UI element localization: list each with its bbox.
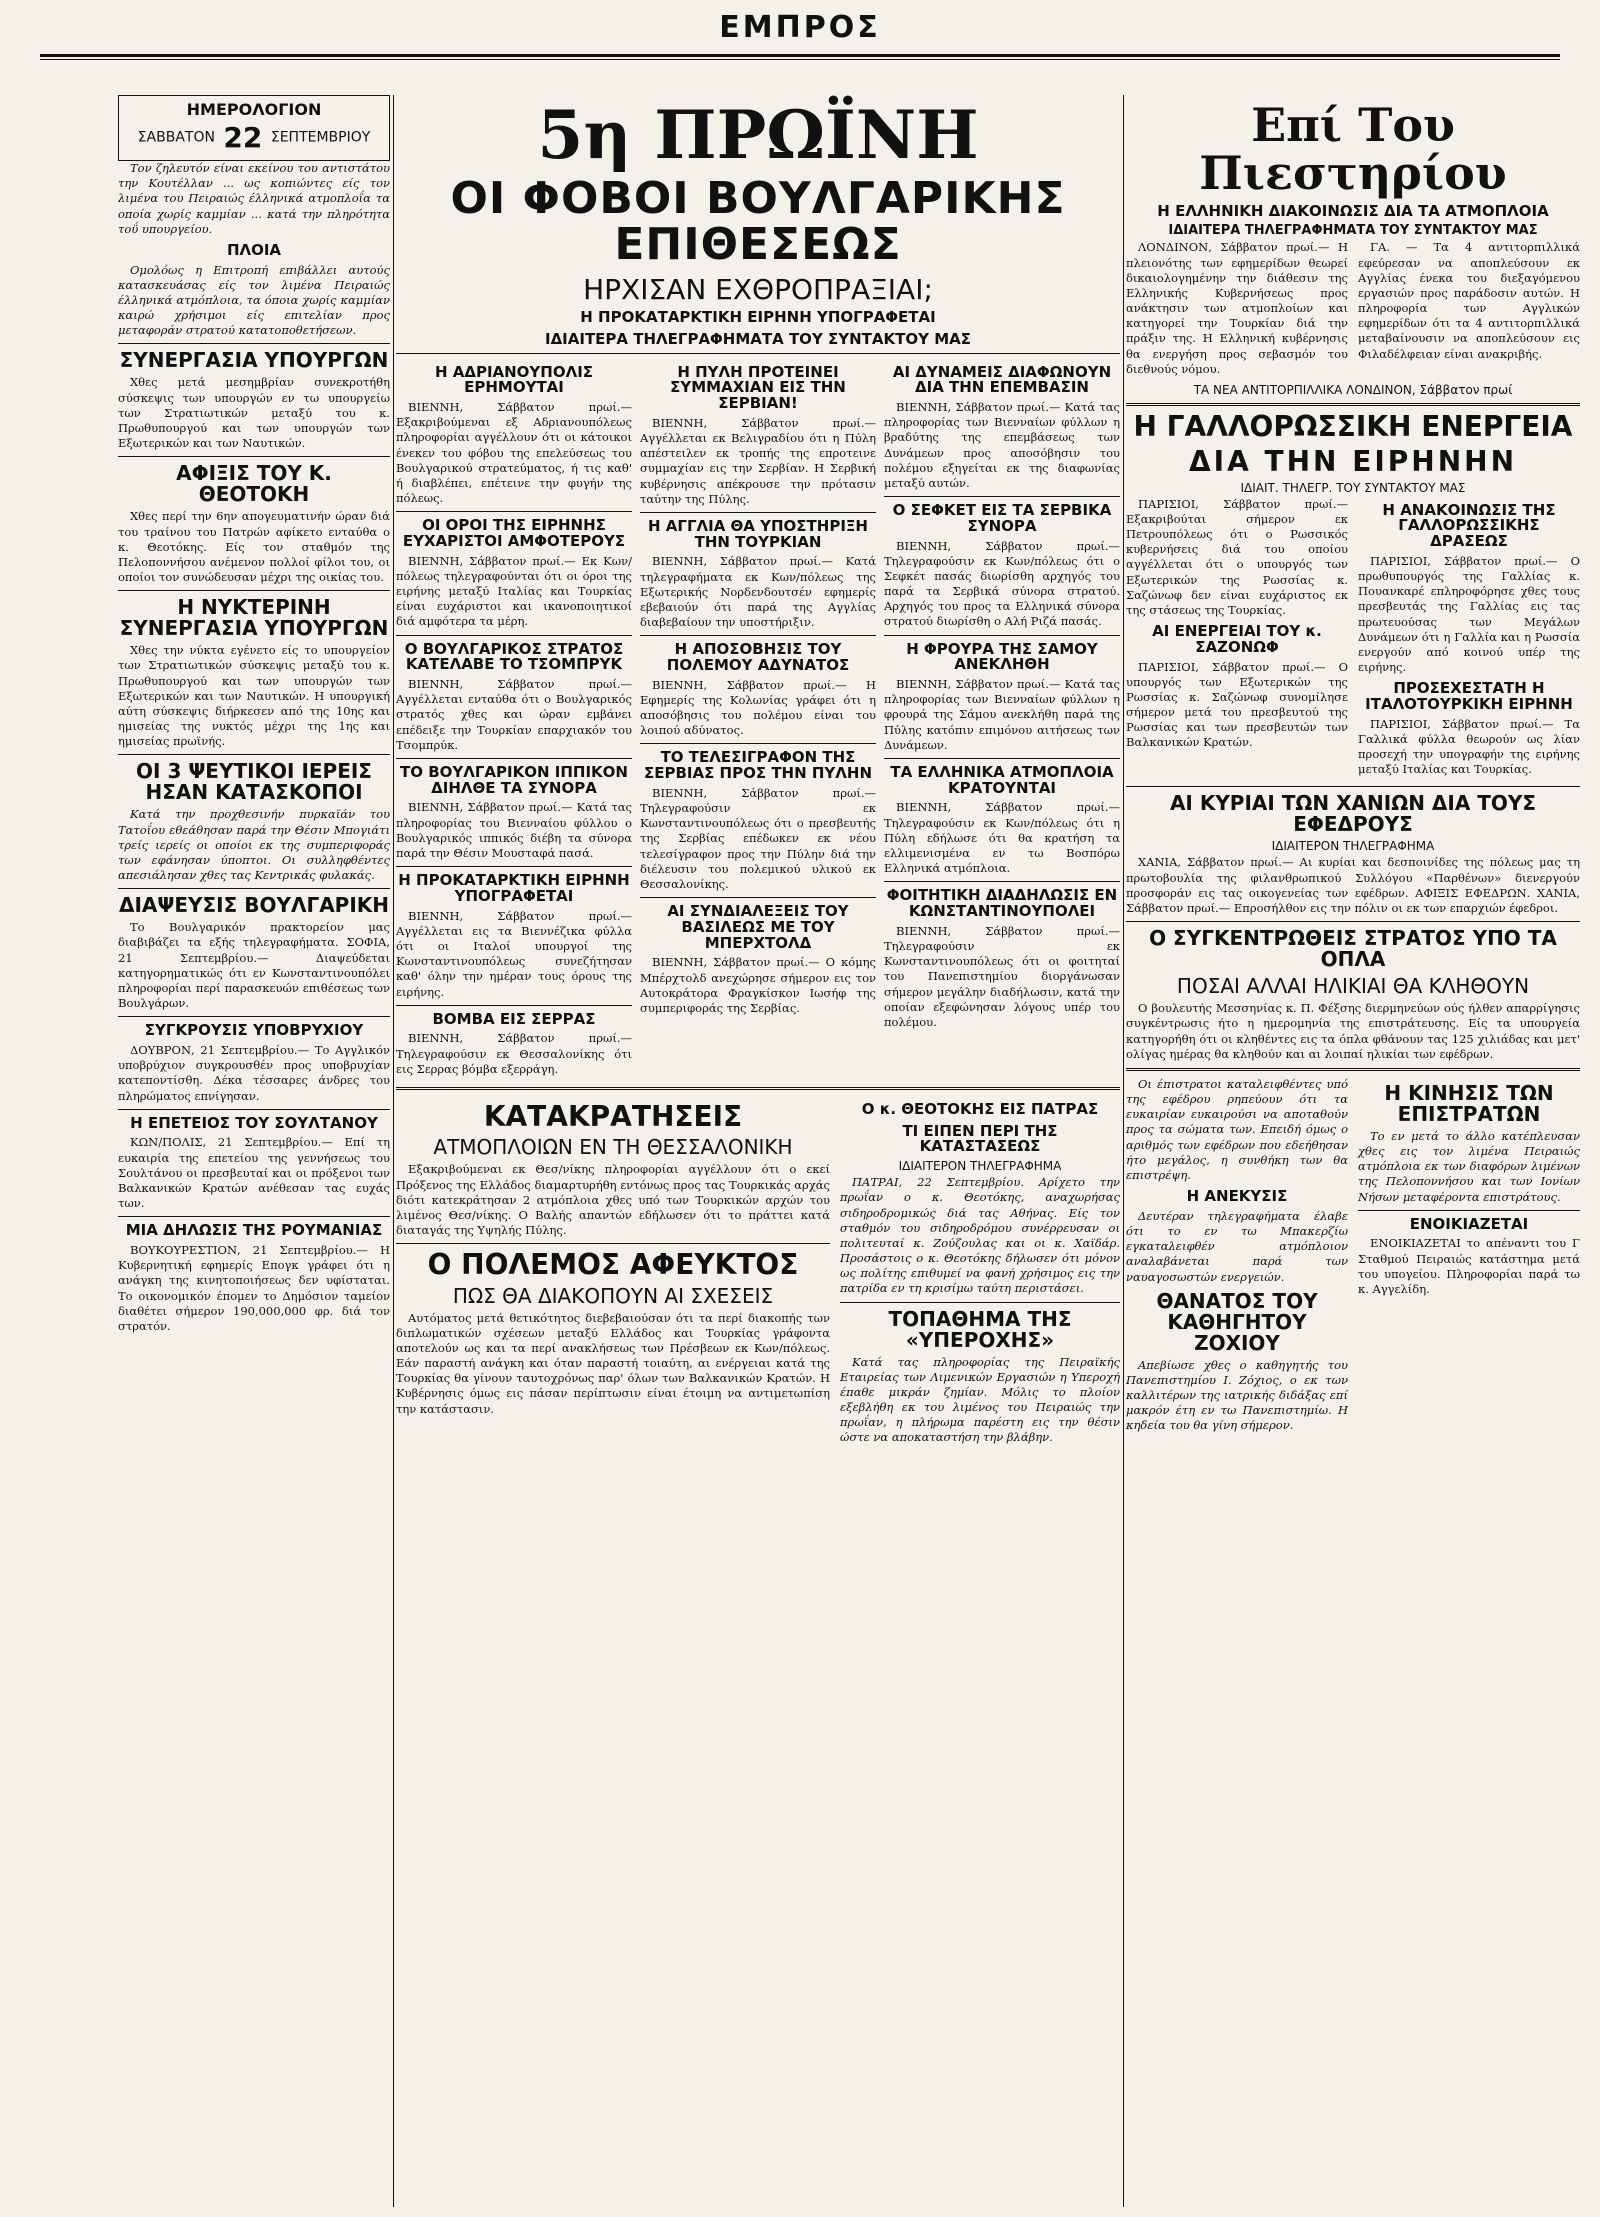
article-text: ΒΙΕΝΝΗ, Σάββατον πρωί.— Τηλεγραφούσιν εκ Κων/πόλεως ότι ο Σεφκέτ πασάς διωρίσθη αρχηγός του παρά τα Σερβικά σύνορα στρατού. Αρχηγός του προς τα Ελληνικά σύνορα στρατού διωρίσθη ο Αλή Ριζά πασάς. <box>884 538 1120 629</box>
sub-headline-3: ΙΔΙΑΙΤΕΡΑ ΤΗΛΕΓΡΑΦΗΜΑΤΑ ΤΟΥ ΣΥΝΤΑΚΤΟΥ ΜΑΣ <box>544 329 971 348</box>
news-column <box>640 359 876 1081</box>
section-title: ΣΥΓΚΡΟΥΣΙΣ ΥΠΟΒΡΥΧΙΟΥ <box>144 1021 364 1040</box>
article-subtitle: ΤΙ ΕΙΠΕΝ ΠΕΡΙ ΤΗΣ ΚΑΤΑΣΤΑΣΕΩΣ <box>902 1121 1058 1156</box>
edition-title: 5η ΠΡΩΪΝΗ <box>537 96 979 174</box>
article-text: ΒΙΕΝΝΗ, Σάββατον πρωί.— Τηλεγραφούσιν εκ Κωνσταντινουπόλεως ότι οι φοιτηταί του Πανεπιστημίου διοργάνωσαν σήμερον μεγάλην διαδήλωσιν, κατά την οποίαν εξεφώνησαν λόγους υπέρ του πολέμου. <box>884 923 1120 1029</box>
article-text: ΒΙΕΝΝΗ, Σάββατον πρωί.— Κατά τας πληροφορίας των Βιενναίων φύλλων η φρουρά της Σάμου ανεκλήθη παρά της Πύλης κατόπιν επιμόνου αιτήσεως των Δυνάμεων. <box>884 677 1120 752</box>
article-subtitle: ΙΔΙΑΙΤΕΡΟΝ ΤΗΛΕΓΡΑΦΗΜΑ <box>1271 839 1435 854</box>
article-title: ΤΟ ΤΕΛΕΣΙΓΡΑΦΟΝ ΤΗΣ ΣΕΡΒΙΑΣ ΠΡΟΣ ΤΗΝ ΠΥΛΗΝ <box>643 748 873 783</box>
article-text: ΒΙΕΝΝΗ, Σάββατον πρωί.— Κατά τας πληροφορίας του Βιενναίου φύλλου ο Βουλγαρικός ιππικός διέβη τα σύνορα παρά την Θέσιν Μουσταφά πασά. <box>396 800 632 860</box>
section-title: Η ΝΥΚΤΕΡΙΝΗ ΣΥΝΕΡΓΑΣΙΑ ΥΠΟΥΡΓΩΝ <box>119 595 389 641</box>
article-title: Η ΑΝΕΚΥΣΙΣ <box>1186 1187 1288 1206</box>
section-text: ΚΩΝ/ΠΟΛΙΣ, 21 Σεπτεμβρίου.— Επί τη ευκαιρία της επετείου της γεννήσεως του Σουλτάνου οι πρεσβευταί και οι πρόξενοι των Βαλκανικών Κρατών ανέθεσαν τας ευχάς των. <box>118 1135 390 1211</box>
article-text: ΒΙΕΝΝΗ, Σάββατον πρωί.— Εκ Κων/πόλεως τηλεγραφούνται ότι οι όροι της ειρήνης μεταξύ Ιταλίας και Τουρκίας είναι ευχάριστοι και ικανοποιητικοί διά αμφότερα τα μέρη. <box>396 553 632 629</box>
article-title: ΠΡΟΣΕΧΕΣΤΑΤΗ Η ΙΤΑΛΟΤΟΥΡΚΙΚΗ ΕΙΡΗΝΗ <box>1365 679 1573 714</box>
article-text: ΒΙΕΝΝΗ, Σάββατον πρωί.— Ο κόμης Μπέρχτολδ ανεχώρησε σήμερον εις τον Αυτοκράτορα Φραγκίσκον Ιωσήφ της συμπεριφοράς της Σερβίας. <box>640 955 876 1015</box>
article-title: Η ΑΠΟΣΟΒΗΣΙΣ ΤΟΥ ΠΟΛΕΜΟΥ ΑΔΥΝΑΤΟΣ <box>666 640 850 674</box>
article-title: Η ΠΥΛΗ ΠΡΟΤΕΙΝΕΙ ΣΥΜΜΑΧΙΑΝ ΕΙΣ ΤΗΝ ΣΕΡΒΙΑΝ! <box>670 362 846 413</box>
article-title: Η ΚΙΝΗΣΙΣ ΤΩΝ ΕΠΙΣΤΡΑΤΩΝ <box>1384 1080 1554 1126</box>
article-text: ΒΙΕΝΝΗ, Σάββατον πρωί.— Τηλεγραφούσιν εκ Κωνσταντινουπόλεως ότι ο πρεσβευτής της Σερβίας επέδωκεν εκ νέου τελεσίγραφον προς την Πύλην διά την διέλευσιν του πολεμικού υλικού εκ Θεσσαλονίκης. <box>640 785 876 891</box>
article-subtitle: ΔΙΑ ΤΗΝ ΕΙΡΗΝΗΝ <box>1188 445 1518 479</box>
calendar-title: ΗΜΕΡΟΛΟΓΙΟΝ <box>186 100 322 119</box>
article-subtitle: ΑΤΜΟΠΛΟΙΩΝ ΕΝ ΤΗ ΘΕΣΣΑΛΟΝΙΚΗ <box>433 1135 793 1160</box>
masthead-rule <box>40 54 1560 60</box>
article-title: ΤΟΠΑΘΗΜΑ ΤΗΣ «ΥΠΕΡΟΧΗΣ» <box>888 1306 1072 1352</box>
article-text: ΒΙΕΝΝΗ, Σάββατον πρωί.— Τηλεγραφούσιν εκ Κων/πόλεως ότι η Πύλη εδήλωσε ότι θα κρατήση τα ελλιμενισμένα εν τω Βοσπόρω Ελληνικά ατμόπλοια. <box>884 800 1120 876</box>
article-text: Το εν μετά το άλλο κατέπλευσαν χθες εις τον λιμένα Πειραιώς ατμόπλοια εκ των διαφόρων λιμένων της Πελοποννήσου και των Ιονίων Νήσων μεταφέροντα επιστράτους. <box>1358 1128 1580 1204</box>
article-title: ΤΑ ΕΛΛΗΝΙΚΑ ΑΤΜΟΠΛΟΙΑ ΚΡΑΤΟΥΝΤΑΙ <box>890 762 1114 797</box>
article-subtitle: ΙΔΙΑΙΤΕΡΟΝ ΤΗΛΕΓΡΑΦΗΜΑ <box>898 1159 1062 1174</box>
article-text: Κατά τας πληροφορίας της Πειραϊκής Εταιρείας των Λιμενικών Εργασιών η Υπεροχή έπαθε μικράν ζημίαν. Μόλις το πλοίον εξεβλήθη εκ του λιμένος του Πειραιώς την πρωΐαν, η πλήρωμα παρέστη εις την θέσιν ώστε να αποκαταστήση την βλάβην. <box>840 1354 1120 1445</box>
article-text: ΛΟΝΔΙΝΟΝ, Σάββατον πρωί.— Η πλειονότης των εφημερίδων θεωρεί δικαιολογημένην την διάθεσιν της Ελληνικής Κυβερνήσεως προς ανάκτησιν των ατμοπλοίων και κατηγορεί την Τουρκίαν διά την πράξιν της. Η Ελληνική κυβέρνησις θα ενεργήση προς σεβασμόν του διεθνούς νόμου. <box>1126 240 1348 376</box>
article-title: Ο ΠΟΛΕΜΟΣ ΑΦΕΥΚΤΟΣ <box>427 1248 799 1282</box>
calendar-date <box>123 121 385 154</box>
article-text: ΠΑΤΡΑΙ, 22 Σεπτεμβρίου. Αρίχετο την πρωΐαν ο κ. Θεοτόκης, αναχωρήσας σιδηροδρομικώς διά τας Αθήνας. Είς τον σταθμόν του σιδηροδρόμου συνέρρευσαν οι πολιτευταί κ. Ζούζουλας και οι κ. Χαϊδάρ. Προσάστοις ο κ. Θεοτόκης δήλωσεν ότι μόνον ως πολίτης επιθυμεί να φανή χρήσιμος εις την πατρίδα εν τη κρισίμω ταύτη περιστάσει. <box>840 1175 1120 1296</box>
newspaper-name: ΕΜΠΡΟΣ <box>719 10 881 45</box>
right-sub: Η ΕΛΛΗΝΙΚΗ ΔΙΑΚΟΙΝΩΣΙΣ ΔΙΑ ΤΑ ΑΤΜΟΠΛΟΙΑ <box>1157 201 1549 220</box>
article-text: Οι έπιστρατοι καταλειφθέντες υπό της εφέδρου ρηπεύουν ότι τα ευκαιρίαν ευκαιρούσι να αποταθούν προς τα σώματα των. Επειδή όμως ο αριθμός των εφέδρων που εδεήθησαν ήτο μεγάλος, η συνθήκη των θα επιστρέψη. <box>1126 1076 1348 1182</box>
article-text: Ο βουλευτής Μεσσηνίας κ. Π. Φέξσης διερμηνεύων ούς ήλθεν απαρρίγησις συγκέντρωσις ήτο η ημερομηνία της επιστράτευσης. Είς τα υπουργεία κατηγορήθη ότι οι κληθέντες εις τα όπλα φθάνουν τας 125 χιλιάδας και μετ' ολίγας ημέρας θα κληθούν και αι λοιπαί ηλικίαι των εφέδρων. <box>1126 1001 1580 1061</box>
article-text: ΠΑΡΙΣΙΟΙ, Σάββατον πρωί.— Τα Γαλλικά φύλλα θεωρούν ως λίαν προσεχή την υπογραφήν της ειρήνης μεταξύ Ιταλίας και Τουρκίας. <box>1358 716 1580 777</box>
center-column <box>396 95 1120 2207</box>
calendar-text: Τον ζηλευτόν είναι εκείνου του αντιστάτου την Κουτέλλαν ... ως κοπιώντες είς τον λιμένα του Πειραιώς έλληνικά ατμοπλοΐα τα οποία χωρίς καμμίαν ... κατά την πληρότητα τοΰ υπουργείου. <box>118 161 390 236</box>
article-title: ΤΟ ΒΟΥΛΓΑΡΙΚΟΝ ΙΠΠΙΚΟΝ ΔΙΗΛΘΕ ΤΑ ΣΥΝΟΡΑ <box>400 762 628 797</box>
article-text: ΠΑΡΙΣΙΟΙ, Σάββατον πρωί.— Ο πρωθυπουργός της Γαλλίας κ. Πουανκαρέ επληροφόρησε χθες τους πρεσβευτάς της Γαλλίας εις τας πρωτευούσας των Μεγάλων Δυνάμεων ότι η Γαλλία και η Ρωσσία ενεργούν από κοινού υπέρ της ειρήνης. <box>1358 553 1580 675</box>
article-title: Ο ΣΕΦΚΕΤ ΕΙΣ ΤΑ ΣΕΡΒΙΚΑ ΣΥΝΟΡΑ <box>892 501 1112 535</box>
article-title: ΦΟΙΤΗΤΙΚΗ ΔΙΑΔΗΛΩΣΙΣ ΕΝ ΚΩΝΣΤΑΝΤΙΝΟΥΠΟΛΕΙ <box>886 886 1118 921</box>
section-title: ΟΙ 3 ΨΕΥΤΙΚΟΙ ΙΕΡΕΙΣ ΗΣΑΝ ΚΑΤΑΣΚΟΠΟΙ <box>136 759 372 805</box>
calendar-day: ΣΑΒΒΑΤΟΝ <box>137 129 215 146</box>
article-text: ΒΙΕΝΝΗ, Σάββατον πρωί.— Η Εφημερίς της Κολωνίας γράφει ότι η αποσόβησις του πολέμου είναι του λοιπού αδύνατος. <box>640 677 876 738</box>
article-text: ΒΙΕΝΝΗ, Σάββατον πρωί.— Αγγέλλεται εις τα Βιεννέζικα φύλλα ότι οι Ιταλοί υπουργοί της Κωνσταντινουπόλεως συνεζήτησαν καθ' όλην την ημέραν τους όρους της ειρήνης. <box>396 908 632 999</box>
news-column <box>884 359 1120 1081</box>
column-divider <box>393 95 394 2207</box>
column-divider <box>1123 95 1124 2207</box>
article-title: ΑΙ ΣΥΝΔΙΑΛΕΞΕΙΣ ΤΟΥ ΒΑΣΙΛΕΩΣ ΜΕ ΤΟΥ ΜΠΕΡΧΤΟΛΔ <box>667 902 849 952</box>
article-title: ΘΑΝΑΤΟΣ ΤΟΥ ΚΑΘΗΓΗΤΟΥ ΖΟΧΙΟΥ <box>1156 1288 1318 1355</box>
article-title: Ο κ. ΘΕΟΤΟΚΗΣ ΕΙΣ ΠΑΤΡΑΣ <box>861 1099 1099 1118</box>
article-text: ΕΝΟΙΚΙΑΖΕΤΑΙ το απέναντι του Γ Σταθμού Πειραιώς κατάστημα μετά του υπογείου. Πληροφορίαι παρά τω κ. Αγγελίδη. <box>1358 1236 1580 1296</box>
section-text: Χθες την νύκτα εγένετο είς το υπουργείον των Στρατιωτικών σύσκεψις μεταξύ του κ. Πρωθυπουργού και των υπουργών των Εξωτερικών και των Ναυτικών. Η υπουργική αύτη σύσκεψις διήρκεσεν από της 10ης και ημισείας της νυκτός μέχρι της 1ης και ημισείας πρωϊνής. <box>118 643 390 749</box>
article-title: Ο ΒΟΥΛΓΑΡΙΚΟΣ ΣΤΡΑΤΟΣ ΚΑΤΕΛΑΒΕ ΤΟ ΤΣΟΜΠΡΥΚ <box>404 639 624 674</box>
article-title: Η ΦΡΟΥΡΑ ΤΗΣ ΣΑΜΟΥ ΑΝΕΚΛΗΘΗ <box>906 639 1098 674</box>
article-text: ΠΑΡΙΣΙΟΙ, Σάββατον πρωί.— Εξακριβούται σήμερον εκ Πετρουπόλεως ότι ο Ρωσσικός κυβερνήσεις διά του οποίου αγγέλλεται ότι ο υπουργός των Εξωτερικών της Ρωσσίας κ. Σαζώνωφ δεν είναι ευχάριστος εκ της στάσεως της Τουρκίας. <box>1126 496 1348 617</box>
calendar-num: 22 <box>223 121 263 154</box>
section-text: ΔΟΥΒΡΟΝ, 21 Σεπτεμβρίου.— Το Αγγλικόν υποβρύχιον συγκρουσθέν προς υποβρυχίαν κατεποντίσθη. Δέκα τέσσαρες άνδρες του πληρώματος επνίγησαν. <box>118 1043 390 1103</box>
article-text: ΒΙΕΝΝΗ, Σάββατον πρωί.— Αγγέλλεται εκ Βελιγραδίου ότι η Πύλη απέστειλεν εκ τροπής της επροτεινε συμμαχίαν εις την Σερβίαν. Η Σερβική κυβέρνησις απέκρουσε την πρότασιν ταύτην της Πύλης. <box>640 415 876 506</box>
section-title: ΠΛΟΙΑ <box>226 240 282 259</box>
sub-headline-2: Η ΠΡΟΚΑΤΑΡΚΤΙΚΗ ΕΙΡΗΝΗ ΥΠΟΓΡΑΦΕΤΑΙ <box>580 308 936 327</box>
right-column <box>1126 95 1580 2207</box>
article-text: ΒΙΕΝΝΗ, Σάββατον πρωί.— Αγγέλλεται ενταύθα ότι ο Βουλγαρικός στρατός χθες και ώραν εμβάνει επέδειξε την Τουρκίαν επαρχιακόν του Τσομπρύκ. <box>396 677 632 752</box>
article-text: Απεβίωσε χθες ο καθηγητής του Πανεπιστημίου Ι. Ζόχιος, ο εκ των καλλιτέρων της ιατρικής διδάξας επί μακρόν έτη εν τω Πανεπιστημίω. Η κηδεία του θα γίνη σήμερον. <box>1126 1357 1348 1433</box>
article-title: Η ΑΔΡΙΑΝΟΥΠΟΛΙΣ ΕΡΗΜΟΥΤΑΙ <box>434 362 594 397</box>
news-column <box>396 359 632 1081</box>
calendar-box <box>118 95 390 161</box>
article-title: ΒΟΜΒΑ ΕΙΣ ΣΕΡΡΑΣ <box>432 1009 596 1028</box>
masthead <box>0 0 1600 90</box>
main-headline: ΟΙ ΦΟΒΟΙ ΒΟΥΛΓΑΡΙΚΗΣ ΕΠΙΘΕΣΕΩΣ <box>450 173 1066 271</box>
article-subtitle: ΠΩΣ ΘΑ ΔΙΑΚΟΠΟΥΝ ΑΙ ΣΧΕΣΕΙΣ <box>452 1283 774 1308</box>
section-title: ΣΥΝΕΡΓΑΣΙΑ ΥΠΟΥΡΓΩΝ <box>119 348 389 373</box>
article-title: ΟΙ ΟΡΟΙ ΤΗΣ ΕΙΡΗΝΗΣ ΕΥΧΑΡΙΣΤΟΙ ΑΜΦΟΤΕΡΟΥΣ <box>402 516 626 551</box>
article-text: Δευτέραν τηλεγραφήματα έλαβε ότι το εν τω Μπακερζίω εγκαταλειφθέν ατμόπλοιον αναλαβάνεται παρά των ναυαγοσωστών ενεργειών. <box>1126 1208 1348 1284</box>
article-title: ΚΑΤΑΚΡΑΤΗΣΕΙΣ <box>483 1099 743 1133</box>
right-sub2: ΙΔΙΑΙΤΕΡΑ ΤΗΛΕΓΡΑΦΗΜΑΤΑ ΤΟΥ ΣΥΝΤΑΚΤΟΥ ΜΑΣ <box>1168 223 1538 239</box>
article-title: ΑΙ ΕΝΕΡΓΕΙΑΙ ΤΟΥ κ. ΣΑΖΟΝΩΦ <box>1152 622 1322 656</box>
section-title: Η ΕΠΕΤΕΙΟΣ ΤΟΥ ΣΟΥΛΤΑΝΟΥ <box>130 1113 378 1132</box>
sub-headline: ΗΡΧΙΣΑΝ ΕΧΘΡΟΠΡΑΞΙΑΙ; <box>583 272 933 306</box>
article-title: Η ΑΝΑΚΟΙΝΩΣΙΣ ΤΗΣ ΓΑΛΛΟΡΩΣΣΙΚΗΣ ΔΡΑΣΕΩΣ <box>1382 500 1556 551</box>
article-title: ΑΙ ΔΥΝΑΜΕΙΣ ΔΙΑΦΩΝΟΥΝ ΔΙΑ ΤΗΝ ΕΠΕΜΒΑΣΙΝ <box>892 362 1112 397</box>
article-text: ΠΑΡΙΣΙΟΙ, Σάββατον πρωί.— Ο υπουργός των Εξωτερικών της Ρωσσίας κ. Σαζώνωφ συνομίλησε σήμερον μετά του πρεσβευτού της Ρωσσίας και των πρεσβευτών των Βαλκανικών Κρατών. <box>1126 659 1348 750</box>
section-text: Το Βουλγαρικόν πρακτορείον μας διαβιβάζει τα εξής τηλεγραφήματα. ΣΟΦΙΑ, 21 Σεπτεμβρίου.— Διαψεύδεται κατηγορηματικώς ότι εν Κωνσταντινουπόλει πληροφορίαι περί παρασκευών επιθέσεως των Βουλγάρων. <box>118 920 390 1011</box>
article-text: ΧΑΝΙΑ, Σάββατον πρωί.— Αι κυρίαι και δεσποινίδες της πόλεως μας τη πρωτοβουλία της φιλανθρωπικού Συλλόγου «Παρθένων» διενεργούν προσφοράν εις τας οικογενείας των εφέδρων. ΑΦΙΞΙΣ ΕΦΕΔΡΩΝ. ΧΑΝΙΑ, Σάββατον πρωί.— Επροσήλθον εις την πόλιν οι εκ των επαρχιών έφεδροι. <box>1126 855 1580 915</box>
article-title: Η ΠΡΟΚΑΤΑΡΚΤΙΚΗ ΕΙΡΗΝΗ ΥΠΟΓΡΑΦΕΤΑΙ <box>398 871 630 905</box>
section-title: ΑΦΙΞΙΣ ΤΟΥ Κ. ΘΕΟΤΟΚΗ <box>176 461 332 507</box>
lower-left <box>396 1096 830 1450</box>
article-text: ΒΙΕΝΝΗ, Σάββατον πρωί.— Εξακριβούμεναι εξ Αδριανουπόλεως πληροφορίαι αγγέλλουν ότι οι κάτοικοι ένεκεν του φόβου της επελεύσεως του Βουλγαρικού στρατεύματος, ή τις καθ' ή διαβλέπει, επέτεινε την φυγήν της πόλεως. <box>396 400 632 506</box>
article-subtitle: ΠΟΣΑΙ ΑΛΛΑΙ ΗΛΙΚΙΑΙ ΘΑ ΚΛΗΘΟΥΝ <box>1176 974 1530 999</box>
lower-grid <box>396 1096 1120 1450</box>
right-mid-grid <box>1126 497 1580 782</box>
right-top-grid <box>1126 240 1580 381</box>
right-main-headline: Επί Του Πιεστηρίου <box>1199 98 1507 201</box>
left-column <box>118 95 390 2207</box>
lower-right <box>840 1096 1120 1450</box>
article-text: ΒΙΕΝΝΗ, Σάββατον πρωί.— Κατά τας πληροφορίας των Βιενναίων φύλλων η βραδύτης της επεμβάσεως των Δυνάμεων προς αποσόβησιν του πολέμου εξηγείται εκ της διαφωνίας μεταξύ αυτών. <box>884 400 1120 490</box>
article-text: Αυτόματος μετά θετικότητος διεβεβαιούσαν ότι τα περί διακοπής των διπλωματικών σχέσεων μεταξύ Ελλάδος και Τουρκίας γράφοντα αποτελούν ως και τα περί ανακλήσεως των Πρέσβεων εκ Κων/πόλεως. Εάν παραστή ανάγκη και όταν παραστή τοιαύτη, αι ενέργειαι κατά της Τουρκίας θα γίνουν ταυτοχρόνως παρ' όλων των Βαλκανικών Κρατών. Η Κυβέρνησις όμως εις πάσαν περίπτωσιν είναι έτοιμη να αντιμετωπίση την κατάστασιν. <box>396 1310 830 1416</box>
article-subtitle: ΙΔΙΑΙΤ. ΤΗΛΕΓΡ. ΤΟΥ ΣΥΝΤΑΚΤΟΥ ΜΑΣ <box>1240 480 1466 495</box>
article-title: ΕΝΟΙΚΙΑΖΕΤΑΙ <box>1409 1214 1529 1233</box>
section-text: ΒΟΥΚΟΥΡΕΣΤΙΟΝ, 21 Σεπτεμβρίου.— Η Κυβερνητική εφημερίς Επογκ γράφει ότι η ανάγκη της κινητοποιήσεως δεν υφίσταται. Το οικονομικόν έπομεν το Δημόσιον ταμείον διαθέτει σήμερον 190,000,000 φρ. διά τον στρατόν. <box>118 1243 390 1333</box>
article-title: Η ΓΑΛΛΟΡΩΣΣΙΚΗ ΕΝΕΡΓΕΙΑ <box>1133 409 1573 443</box>
article-text: ΓΑ. — Τα 4 αντιτορπιλλικά εφεύρεσαν να αποπλεύσουν εκ Αγγλίας ένεκα του διεξαγόμενου εργασιών προς παράδοσιν αυτών. Η πληροφορία των Αγγλικών εφημερίδων ότι τα 4 αντιτορπιλλικά μεταβαίνουσιν να αποπλεύσουν εις Φιλαδέλφειαν είναι ανακριβής. <box>1358 240 1580 361</box>
section-text: Χθες μετά μεσημβρίαν συνεκροτήθη σύσκεψις των υπουργών εν τω υπουργείω των Στρατιωτικών μεταξύ του κ. Πρωθυπουργού και των υπουργών των Εξωτερικών και των Ναυτικών. <box>118 375 390 451</box>
article-text: ΒΙΕΝΝΗ, Σάββατον πρωί.— Τηλεγραφούσιν εκ Θεσσαλονίκης ότι εις Σερρας βόμβα εξερράγη. <box>396 1031 632 1076</box>
right-bottom-grid <box>1126 1077 1580 1438</box>
section-title: ΜΙΑ ΔΗΛΩΣΙΣ ΤΗΣ ΡΟΥΜΑΝΙΑΣ <box>125 1221 383 1240</box>
section-text: Ομολόως η Επιτροπή επιβάλλει αυτούς κατασκευάσας είς τον λιμένα Πειραιώς έλληνικά ατμόπλοια, τα όποια χωρίς καμμίαν καιρώ χρήσιμοι είς επιτελίαν προς μεταφοράν στρατού κατατοποθετήσεων. <box>118 262 390 338</box>
calendar-month: ΣΕΠΤΕΜΒΡΙΟΥ <box>270 129 371 146</box>
article-text: Εξακριβούμεναι εκ Θεσ/νίκης πληροφορίαι αγγέλλουν ότι ο εκεί Πρόξενος της Ελλάδος διαμαρτυρήθη εντόνως προς τας Τουρκικάς αρχάς διότι κατεκράτησαν 2 ατμόπλοια χθες υπό των Τουρκικών αρχών του λιμένος Θεσ/νίκης. Ο Βαλής απαντών εδήλωσεν ότι το πράττει κατά διαταγάς της Υψηλής Πύλης. <box>396 1162 830 1238</box>
article-title: Ο ΣΥΓΚΕΝΤΡΩΘΕΙΣ ΣΤΡΑΤΟΣ ΥΠΟ ΤΑ ΟΠΛΑ <box>1149 926 1557 972</box>
article-sign: ΤΑ ΝΕΑ ΑΝΤΙΤΟΡΠΙΛΛΙΚΑ ΛΟΝΔΙΝΟΝ, Σάββατον πρωί <box>1193 382 1513 397</box>
news-grid <box>396 359 1120 1081</box>
section-text: Κατά την προχθεσινήν πυρκαϊάν του Τατοΐου εθεάθησαν παρά την Θέσιν Μπογιάτι τρείς ιερείς οι οποίοι εκ της συμπεριφοράς των εφάνησαν ύποπτοι. Οι συλληφθέντες απεσιάλησαν χθες τας Κεντρικάς φυλακάς. <box>118 807 390 883</box>
section-title: ΔΙΑΨΕΥΣΙΣ ΒΟΥΛΓΑΡΙΚΗ <box>118 893 390 918</box>
article-title: ΑΙ ΚΥΡΙΑΙ ΤΩΝ ΧΑΝΙΩΝ ΔΙΑ ΤΟΥΣ ΕΦΕΔΡΟΥΣ <box>1169 791 1537 837</box>
article-title: Η ΑΓΓΛΙΑ ΘΑ ΥΠΟΣΤΗΡΙΞΗ ΤΗΝ ΤΟΥΡΚΙΑΝ <box>648 516 868 551</box>
article-text: ΒΙΕΝΝΗ, Σάββατον πρωί.— Κατά τηλεγραφήματα εκ Κων/πόλεως της Εξωτερικής Νορδενδουτσέν εφημερίς εβεβαιούν ότι παρά της Αγγλίας διαβεβαίουν την υποστήριξιν. <box>640 554 876 630</box>
section-text: Χθες περί την 6ην απογευματινήν ώραν διά του τραίνου του Πατρών αφίκετο ενταύθα ο κ. Θεοτόκης. Είς τον σταθμόν της Πελοποννήσου ανέμενον πολλοί φίλοι του, οι οποίοι τον συνώδευσαν μέχρι της οικίας του. <box>118 509 390 585</box>
